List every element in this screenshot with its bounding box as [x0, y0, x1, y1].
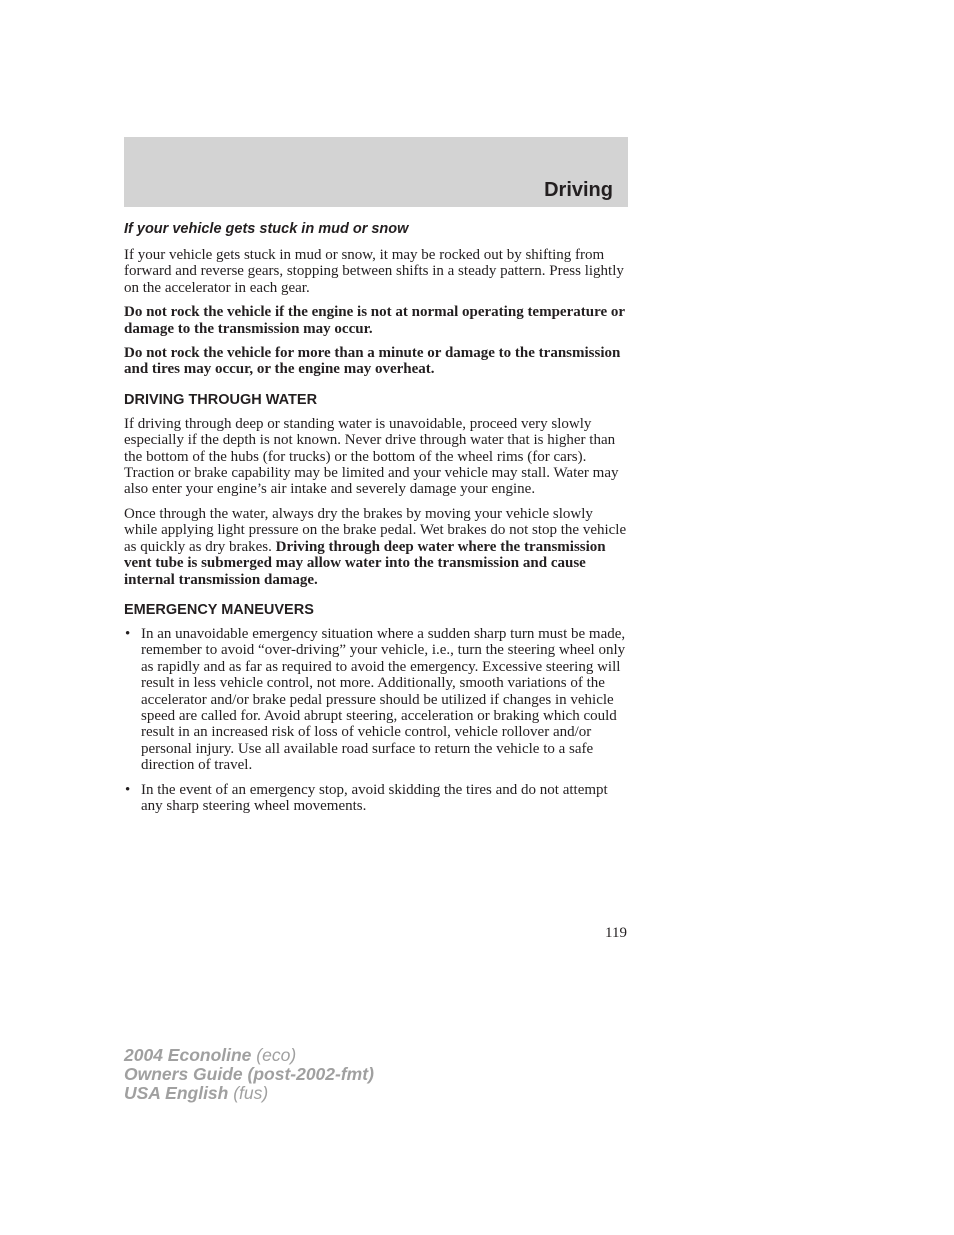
section-title: Driving [544, 179, 613, 201]
warning-vent-tube: Driving through deep water where the transmission vent tube is submerged may allow water into the transmission and cause internal transmission damage. [124, 538, 606, 588]
footer-language-code: (fus) [228, 1083, 269, 1103]
heading-emergency-maneuvers: EMERGENCY MANEUVERS [124, 601, 314, 618]
page-number: 119 [605, 925, 627, 941]
page-content [124, 219, 628, 822]
heading-driving-through-water: DRIVING THROUGH WATER [124, 391, 318, 408]
dry-brakes-text: Once through the water, always dry the brakes by moving your vehicle slowly while applying light pressure on the brake pedal. Wet brakes do not stop the vehicle as quickly as dry brakes. [124, 505, 627, 555]
list-item [124, 782, 628, 815]
warning-rock-duration: Do not rock the vehicle for more than a minute or damage to the transmission and tires may occur, or the engine may overheat. [124, 345, 621, 378]
paragraph-water-depth: If driving through deep or standing water is unavoidable, proceed very slowly especially if the depth is not known. Never drive through water that is higher than the bottom of the hubs (for trucks) or the bottom of the wheel rims (for cars). Traction or brake capability may be limited and your vehicle may stall. Water may also enter your engine’s air intake and severely damage your engine. [124, 415, 619, 498]
warning-rock-temperature: Do not rock the vehicle if the engine is not at normal operating temperature or damage to the transmission may occur. [124, 304, 625, 337]
paragraph-dry-brakes [124, 506, 628, 588]
subheading-stuck-in-mud: If your vehicle gets stuck in mud or snow [124, 221, 409, 237]
list-item [124, 626, 628, 774]
footer-line-language [124, 1084, 374, 1103]
footer-model-code: (eco) [251, 1045, 297, 1065]
list-item-text: In an unavoidable emergency situation where a sudden sharp turn must be made, remember to avoid “over-driving” your vehicle, i.e., turn the steering wheel only as rapidly and as far as required to avoid the emergency. Excessive steering will result in less vehicle control, not more. Additionally, smooth variations of the accelerator and/or brake pedal pressure should be utilized if changes in vehicle speed are called for. Avoid abrupt steering, acceleration or braking which could result in an increased risk of loss of vehicle control, vehicle rollover and/or personal injury. Use all available road surface to return the vehicle to a safe direction of travel. [141, 625, 626, 774]
bullet-icon: • [125, 781, 131, 798]
footer-line-model [124, 1046, 374, 1065]
paragraph-stuck-intro: If your vehicle gets stuck in mud or snow, it may be rocked out by shifting from forward and reverse gears, stopping between shifts in a steady pattern. Press lightly on the accelerator in each gear. [124, 247, 624, 296]
footer-language: USA English [124, 1083, 229, 1103]
section-header-bar [124, 137, 628, 207]
document-footer [124, 1046, 374, 1103]
footer-line-guide: Owners Guide (post-2002-fmt) [124, 1064, 374, 1084]
footer-model: 2004 Econoline [124, 1045, 252, 1065]
list-item-text: In the event of an emergency stop, avoid skidding the tires and do not attempt any sharp steering wheel movements. [141, 781, 608, 814]
bullet-icon: • [125, 625, 131, 642]
emergency-bullet-list [124, 626, 628, 814]
